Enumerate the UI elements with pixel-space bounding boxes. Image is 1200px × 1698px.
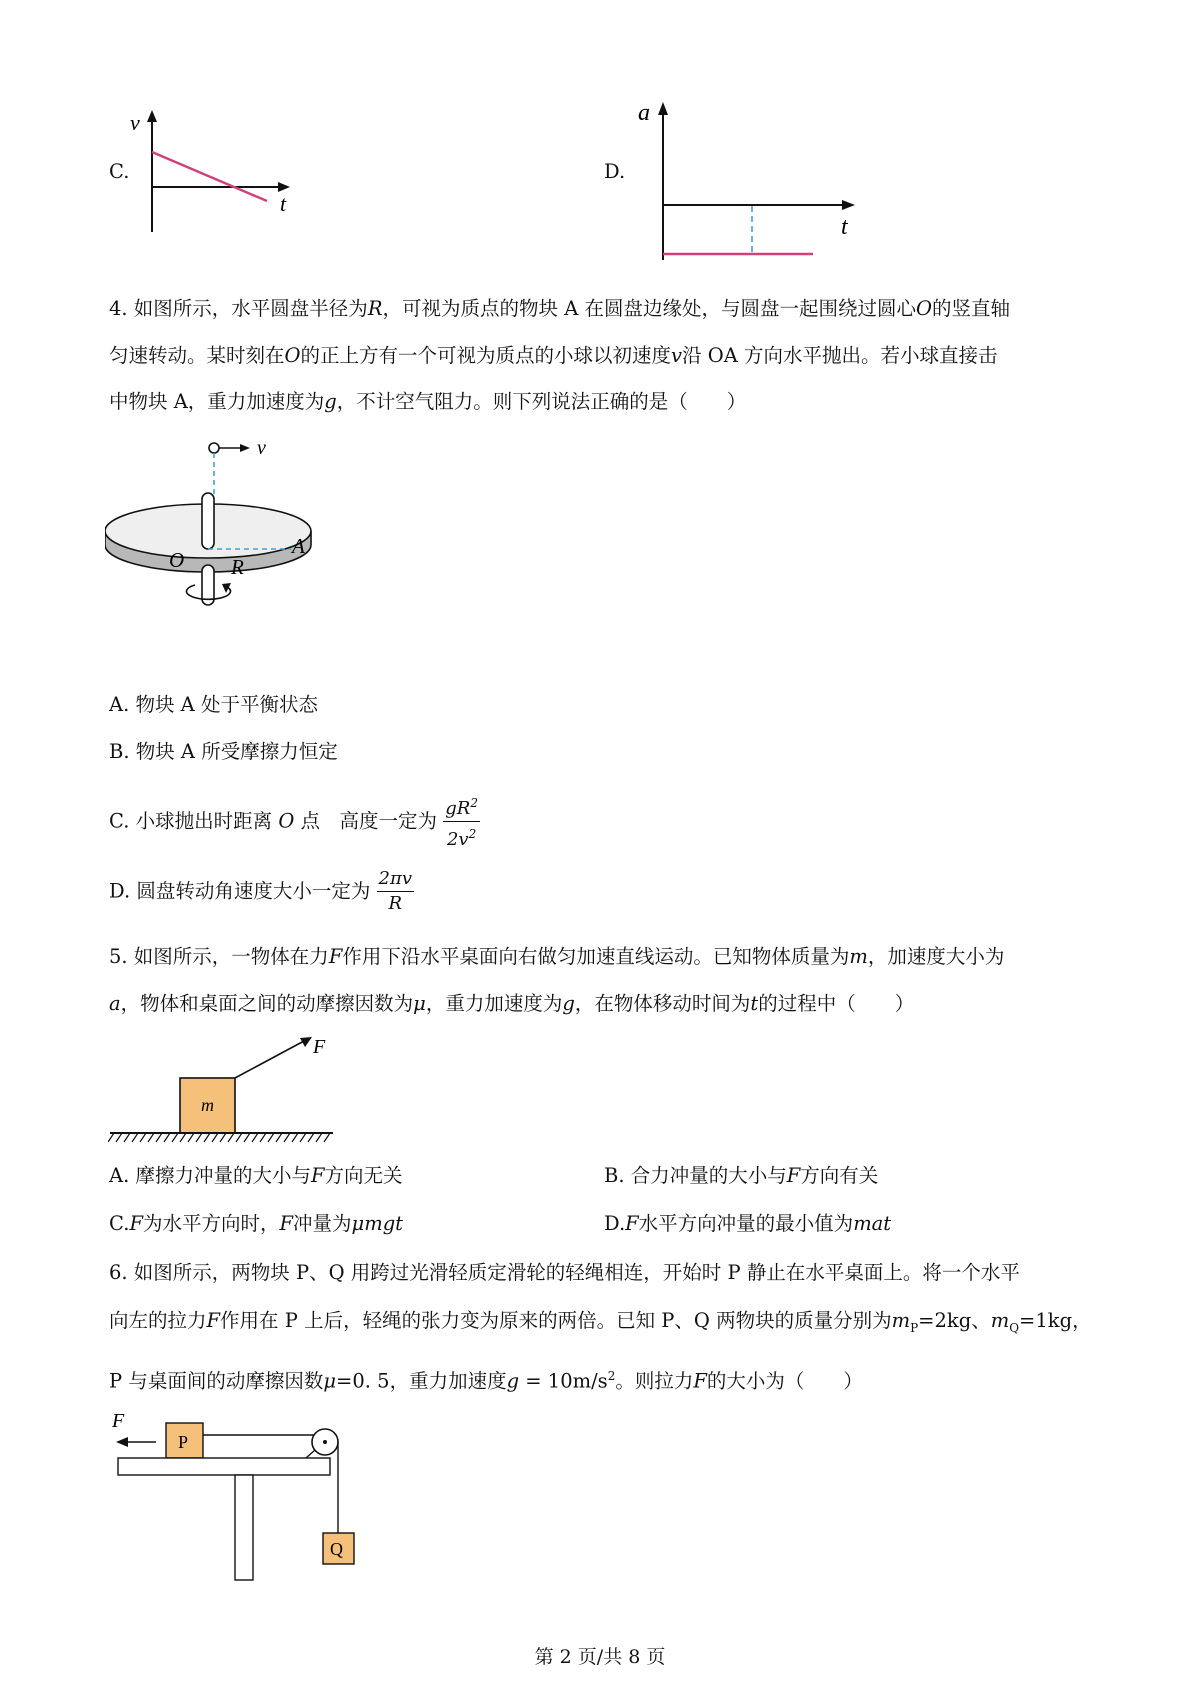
fraction-2piv-R: $\frac{2\pi v}{R}$ [378,868,412,914]
f-label: F [313,1036,326,1058]
v-label: v [257,437,266,459]
q4-line2: 匀速转动。某时刻在O的正上方有一个可视为质点的小球以初速度v沿 OA 方向水平抛出。若小球直接击 [109,344,998,367]
ball [209,443,219,453]
q4-option-b: B. 物块 A 所受摩擦力恒定 [109,740,338,763]
y-axis-arrow [147,110,157,122]
q4-option-a: A. 物块 A 处于平衡状态 [109,693,318,716]
option-c-vt-graph [120,100,310,240]
y-axis-arrow [658,102,668,115]
q6-pulley-figure [108,1405,368,1590]
table-leg [235,1475,253,1580]
pulley-axle [323,1440,327,1444]
f-label: F [112,1410,125,1432]
q5-line1: 5. 如图所示，一物体在力F作用下沿水平桌面向右做匀加速直线运动。已知物体质量为m，加速度大小为 [109,945,1005,968]
o-label: O [169,548,185,572]
force-line [235,1041,304,1078]
v-axis-label: v [130,110,140,135]
page-footer: 第 2 页/共 8 页 [534,1646,666,1668]
v-t-line [152,152,267,201]
option-c-label: C. [109,160,130,183]
q6-line3: P 与桌面间的动摩擦因数μ=0. 5，重力加速度$g = 10m/s^2$。则拉力F的大小为（ ） [109,1369,863,1393]
r-label: R [231,555,244,579]
option-d-at-graph [625,88,865,268]
q4-line1: 4. 如图所示，水平圆盘半径为R，可视为质点的物块 A 在圆盘边缘处，与圆盘一起围绕过圆心O的竖直轴 [109,297,1010,320]
option-d-label: D. [604,160,626,183]
force-arrowhead [116,1437,128,1447]
fraction-gR2-2v2: $\frac{gR^2}{2v^2}$ [443,792,480,851]
q4-line3: 中物块 A，重力加速度为g，不计空气阻力。则下列说法正确的是（ ） [109,390,747,413]
q5-line2: a，物体和桌面之间的动摩擦因数为μ，重力加速度为g，在物体移动时间为t的过程中（ ） [109,992,915,1015]
q4-option-c: C. 小球抛出时距离 O 点 高度一定为 $\frac{gR^2}{2v^2}$ [109,792,480,851]
q-label: Q [330,1539,343,1559]
q6-line1: 6. 如图所示，两物块 P、Q 用跨过光滑轻质定滑轮的轻绳相连，开始时 P 静止在水平桌面上。将一个水平 [109,1261,1020,1284]
a-label: A [292,534,305,558]
q5-block-figure [108,1030,338,1145]
t-axis-label: t [280,191,287,216]
p-label: P [178,1432,189,1452]
a-axis-label: a [638,100,650,126]
table-top [118,1458,330,1475]
x-axis-arrow [842,200,855,210]
q4-option-d: D. 圆盘转动角速度大小一定为 $\frac{2\pi v}{R}$ [109,868,412,914]
q5-option-d: D.F水平方向冲量的最小值为mat [604,1212,892,1235]
q5-option-b: B. 合力冲量的大小与F方向有关 [604,1164,879,1187]
q4-disc-figure [105,435,345,660]
q5-option-c: C.F为水平方向时，F冲量为μmgt [109,1212,404,1235]
ground-hatch [108,1133,330,1142]
upper-axle [202,493,214,549]
velocity-arrowhead [240,444,250,452]
m-label: m [201,1095,214,1115]
q5-option-a: A. 摩擦力冲量的大小与F方向无关 [109,1164,403,1187]
q6-line2: 向左的拉力F作用在 P 上后，轻绳的张力变为原来的两倍。已知 P、Q 两物块的质量分别为$m_P=2kg$、$m_Q=1kg$， [109,1309,1092,1335]
t-axis-label: t [841,214,848,240]
